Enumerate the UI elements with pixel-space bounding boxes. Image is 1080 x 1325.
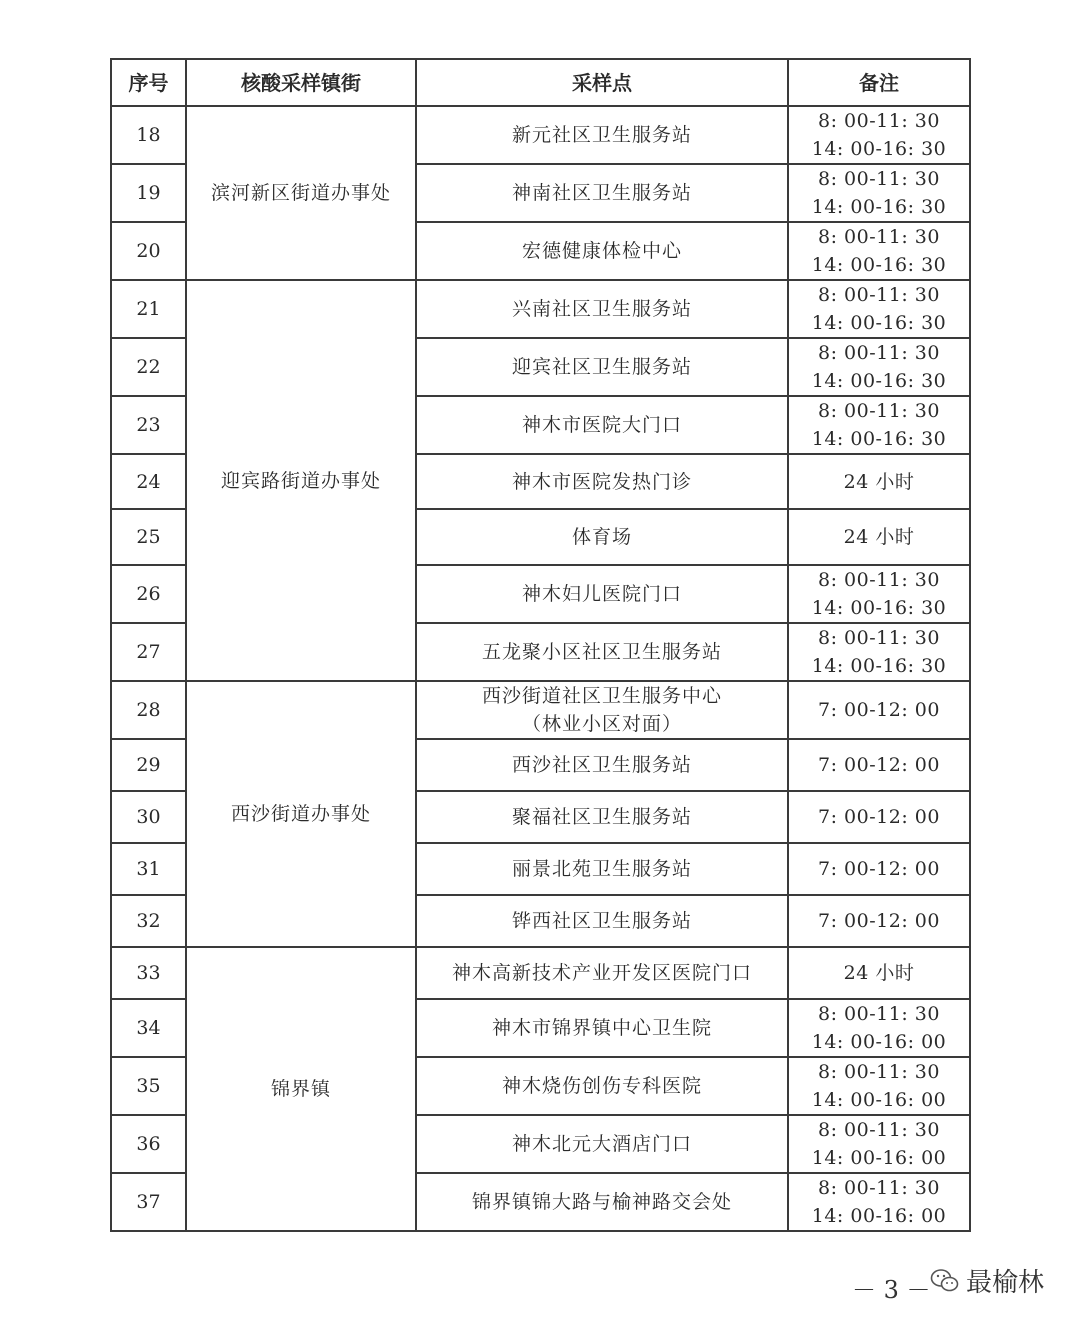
site-name: 神木高新技术产业开发区医院门口 — [451, 962, 752, 984]
site-cell — [416, 106, 788, 164]
note-cell — [788, 895, 970, 947]
town-name: 迎宾路街道办事处 — [220, 469, 381, 492]
site-name-note: （林业小区对面） — [521, 713, 682, 735]
note-cell — [788, 1057, 970, 1115]
site-cell — [416, 509, 788, 565]
hours-text: 14: 00-16: 30 — [811, 138, 947, 160]
row-index: 34 — [111, 999, 186, 1057]
watermark — [930, 1262, 1044, 1299]
table-row — [111, 106, 970, 164]
note-cell — [788, 681, 970, 739]
hours-text: 8: 00-11: 30 — [818, 1003, 940, 1025]
hours-text: 24 小时 — [843, 526, 915, 548]
site-name: 宏德健康体检中心 — [521, 240, 682, 262]
note-cell — [788, 164, 970, 222]
hours-text: 8: 00-11: 30 — [818, 400, 940, 422]
site-cell — [416, 1115, 788, 1173]
row-index: 19 — [111, 164, 186, 222]
note-cell — [788, 623, 970, 681]
site-name: 兴南社区卫生服务站 — [511, 298, 692, 320]
site-name: 神木烧伤创伤专科医院 — [501, 1075, 702, 1097]
note-cell — [788, 106, 970, 164]
row-index: 25 — [111, 509, 186, 565]
site-cell — [416, 396, 788, 454]
site-cell — [416, 280, 788, 338]
hours-text: 8: 00-11: 30 — [818, 569, 940, 591]
table-row — [111, 947, 970, 999]
hours-text: 24 小时 — [843, 962, 915, 984]
row-index: 30 — [111, 791, 186, 843]
hours-text: 8: 00-11: 30 — [818, 226, 940, 248]
town-name: 滨河新区街道办事处 — [210, 182, 391, 204]
site-cell — [416, 454, 788, 509]
site-cell — [416, 999, 788, 1057]
hours-text: 8: 00-11: 30 — [818, 110, 940, 132]
site-name: 神木妇儿医院门口 — [521, 583, 682, 605]
hours-text: 7: 00-12: 00 — [818, 806, 940, 828]
note-cell — [788, 1115, 970, 1173]
site-cell — [416, 164, 788, 222]
hours-text: 14: 00-16: 30 — [811, 655, 947, 677]
hours-text: 8: 00-11: 30 — [818, 284, 940, 306]
note-cell — [788, 338, 970, 396]
site-name: 新元社区卫生服务站 — [511, 124, 692, 146]
row-index: 37 — [111, 1173, 186, 1231]
hours-text: 14: 00-16: 30 — [811, 428, 947, 450]
town-name: 西沙街道办事处 — [230, 803, 371, 825]
hours-text: 8: 00-11: 30 — [818, 627, 940, 649]
hours-text: 14: 00-16: 30 — [811, 597, 947, 619]
site-name: 神南社区卫生服务站 — [511, 182, 692, 204]
site-cell — [416, 222, 788, 280]
town-cell — [186, 681, 416, 947]
hours-text: 14: 00-16: 30 — [811, 254, 947, 276]
site-name: 聚福社区卫生服务站 — [511, 806, 692, 828]
hours-text: 14: 00-16: 00 — [811, 1031, 947, 1053]
site-name: 丽景北苑卫生服务站 — [511, 858, 692, 880]
watermark-text: 最榆林 — [966, 1268, 1045, 1298]
row-index: 36 — [111, 1115, 186, 1173]
hours-text: 14: 00-16: 00 — [811, 1147, 947, 1169]
row-index: 23 — [111, 396, 186, 454]
hours-text: 8: 00-11: 30 — [818, 342, 940, 364]
site-name: 铧西社区卫生服务站 — [511, 910, 692, 932]
note-cell — [788, 454, 970, 509]
site-name: 体育场 — [571, 526, 632, 548]
site-cell — [416, 565, 788, 623]
note-cell — [788, 791, 970, 843]
site-cell — [416, 791, 788, 843]
hours-text: 14: 00-16: 00 — [811, 1205, 947, 1227]
site-cell — [416, 338, 788, 396]
hours-text: 7: 00-12: 00 — [818, 754, 940, 776]
site-name: 神木市医院发热门诊 — [511, 470, 692, 493]
sampling-sites-table — [110, 58, 971, 1232]
table-header-row — [111, 59, 970, 106]
note-cell — [788, 999, 970, 1057]
note-cell — [788, 565, 970, 623]
town-cell — [186, 947, 416, 1231]
note-cell — [788, 843, 970, 895]
row-index: 33 — [111, 947, 186, 999]
hours-text: 8: 00-11: 30 — [818, 1119, 940, 1141]
header-index: 序号 — [111, 59, 186, 106]
row-index: 27 — [111, 623, 186, 681]
hours-text: 24 小时 — [843, 470, 915, 493]
hours-text: 7: 00-12: 00 — [818, 858, 940, 880]
site-name: 神木市医院大门口 — [521, 414, 682, 436]
note-cell — [788, 396, 970, 454]
page-number: － 3 － — [852, 1276, 931, 1304]
table-body — [111, 106, 970, 1231]
hours-text: 7: 00-12: 00 — [818, 699, 940, 721]
row-index: 28 — [111, 681, 186, 739]
site-name: 锦界镇锦大路与榆神路交会处 — [471, 1191, 732, 1213]
row-index: 22 — [111, 338, 186, 396]
site-name: 迎宾社区卫生服务站 — [511, 356, 692, 378]
row-index: 24 — [111, 454, 186, 509]
table-row — [111, 681, 970, 739]
site-cell — [416, 1057, 788, 1115]
hours-text: 14: 00-16: 30 — [811, 370, 947, 392]
hours-text: 8: 00-11: 30 — [818, 168, 940, 190]
site-cell — [416, 681, 788, 739]
site-name: 神木北元大酒店门口 — [511, 1133, 692, 1155]
hours-text: 7: 00-12: 00 — [818, 910, 940, 932]
hours-text: 8: 00-11: 30 — [818, 1061, 940, 1083]
site-cell — [416, 895, 788, 947]
site-name: 西沙街道社区卫生服务中心 — [481, 685, 722, 707]
note-cell — [788, 947, 970, 999]
row-index: 35 — [111, 1057, 186, 1115]
header-town: 核酸采样镇街 — [186, 59, 416, 106]
note-cell — [788, 509, 970, 565]
wechat-icon — [930, 1268, 960, 1294]
row-index: 32 — [111, 895, 186, 947]
header-note: 备注 — [788, 59, 970, 106]
hours-text: 14: 00-16: 30 — [811, 196, 947, 218]
hours-text: 14: 00-16: 00 — [811, 1089, 947, 1111]
note-cell — [788, 222, 970, 280]
site-cell — [416, 623, 788, 681]
hours-text: 14: 00-16: 30 — [811, 312, 947, 334]
row-index: 21 — [111, 280, 186, 338]
note-cell — [788, 739, 970, 791]
site-cell — [416, 843, 788, 895]
hours-text: 8: 00-11: 30 — [818, 1177, 940, 1199]
row-index: 20 — [111, 222, 186, 280]
site-name: 神木市锦界镇中心卫生院 — [491, 1017, 712, 1039]
table-row — [111, 280, 970, 338]
note-cell — [788, 280, 970, 338]
note-cell — [788, 1173, 970, 1231]
site-name: 五龙聚小区社区卫生服务站 — [481, 641, 722, 663]
site-cell — [416, 739, 788, 791]
town-cell — [186, 106, 416, 280]
site-cell — [416, 1173, 788, 1231]
town-cell — [186, 280, 416, 681]
row-index: 26 — [111, 565, 186, 623]
site-cell — [416, 947, 788, 999]
site-name: 西沙社区卫生服务站 — [511, 754, 692, 776]
header-site: 采样点 — [416, 59, 788, 106]
row-index: 18 — [111, 106, 186, 164]
row-index: 31 — [111, 843, 186, 895]
town-name: 锦界镇 — [270, 1078, 331, 1100]
row-index: 29 — [111, 739, 186, 791]
